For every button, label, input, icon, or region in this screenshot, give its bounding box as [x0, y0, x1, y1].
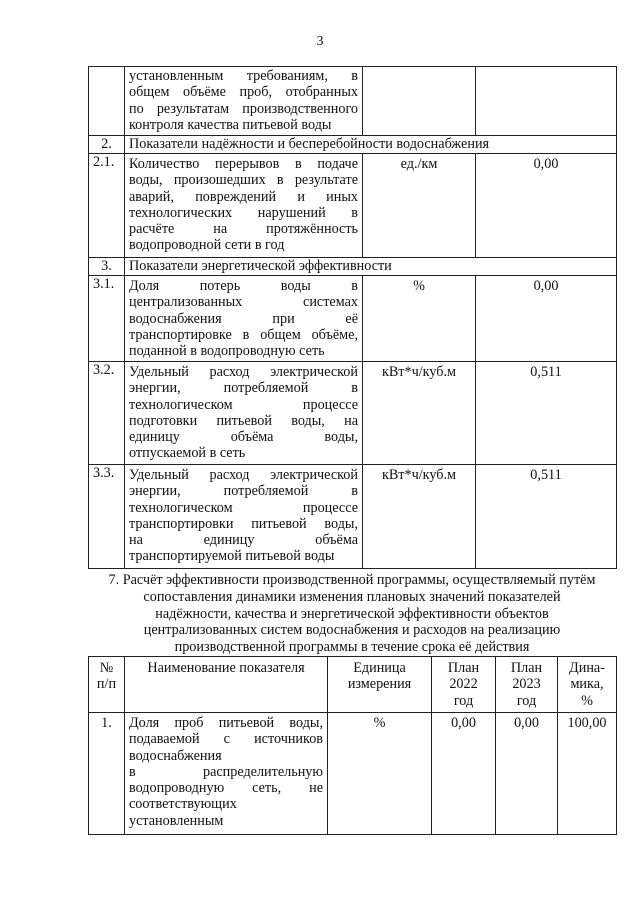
plan-2022-cell: 0,00: [432, 713, 496, 835]
table-row: [89, 276, 617, 362]
table-row: [89, 67, 617, 136]
unit-cell: кВт*ч/куб.м: [363, 362, 476, 465]
indicator-name: Доля потерь воды в централизованных системах водоснабжения при её транспортировке в общем объёме, поданной в водопроводную сеть: [125, 276, 363, 362]
header-plan-2022: План 2022 год: [432, 657, 496, 713]
section-number: 3.: [89, 258, 125, 276]
header-dynamics: Дина- мика, %: [558, 657, 617, 713]
section-7-heading: 7. Расчёт эффективности производственной программы, осуществляемый путём сопоставления динамики изменения плановых значений показателей надёжности, качества и энергетической эффективности объектов централизованных систем водоснабжения и расходов на реализацию производственной программы в течение срока её действия: [108, 572, 596, 656]
page-number: 3: [316, 34, 324, 49]
indicator-name: установленным требованиям, в общем объёме проб, отобранных по результатам производственного контроля качества питьевой воды: [125, 67, 363, 136]
indicators-table: [88, 66, 617, 569]
value-cell: 0,00: [476, 154, 617, 258]
section-title: Показатели энергетической эффективности: [125, 258, 617, 276]
table-row: [89, 154, 617, 258]
efficiency-table: [88, 656, 617, 835]
table-row: [89, 465, 617, 569]
unit-cell: ед./км: [363, 154, 476, 258]
section-row: [89, 136, 617, 154]
indicator-name: Удельный расход электрической энергии, потребляемой в технологическом процессе подготовки питьевой воды, на единицу объёма воды, отпускаемой в сеть: [125, 362, 363, 465]
unit-cell: кВт*ч/куб.м: [363, 465, 476, 569]
value-cell: 0,511: [476, 465, 617, 569]
unit-cell: %: [363, 276, 476, 362]
row-number: [89, 67, 125, 136]
row-number: 2.1.: [89, 154, 125, 258]
indicator-name: Доля проб питьевой воды, подаваемой с источников водоснабжения в распределительную водопроводную сеть, не соответствующих установленным: [125, 713, 328, 835]
section-number: 2.: [89, 136, 125, 154]
value-cell: 0,511: [476, 362, 617, 465]
indicator-name: Количество перерывов в подаче воды, произошедших в результате аварий, повреждений и иных технологических нарушений в расчёте на протяжённость водопроводной сети в год: [125, 154, 363, 258]
unit-cell: [363, 67, 476, 136]
row-number: 3.3.: [89, 465, 125, 569]
value-cell: 0,00: [476, 276, 617, 362]
row-number: 3.1.: [89, 276, 125, 362]
header-num: № п/п: [89, 657, 125, 713]
unit-cell: %: [328, 713, 432, 835]
dynamics-cell: 100,00: [558, 713, 617, 835]
header-row: [89, 657, 617, 713]
header-unit: Единица измерения: [328, 657, 432, 713]
section-row: [89, 258, 617, 276]
header-plan-2023: План 2023 год: [496, 657, 558, 713]
indicator-name: Удельный расход электрической энергии, потребляемой в технологическом процессе транспортировки питьевой воды, на единицу объёма транспортируемой питьевой воды: [125, 465, 363, 569]
plan-2023-cell: 0,00: [496, 713, 558, 835]
row-number: 3.2.: [89, 362, 125, 465]
table-row: [89, 362, 617, 465]
header-name: Наименование показателя: [125, 657, 328, 713]
section-title: Показатели надёжности и бесперебойности водоснабжения: [125, 136, 617, 154]
value-cell: [476, 67, 617, 136]
table-row: [89, 713, 617, 835]
row-number: 1.: [89, 713, 125, 835]
